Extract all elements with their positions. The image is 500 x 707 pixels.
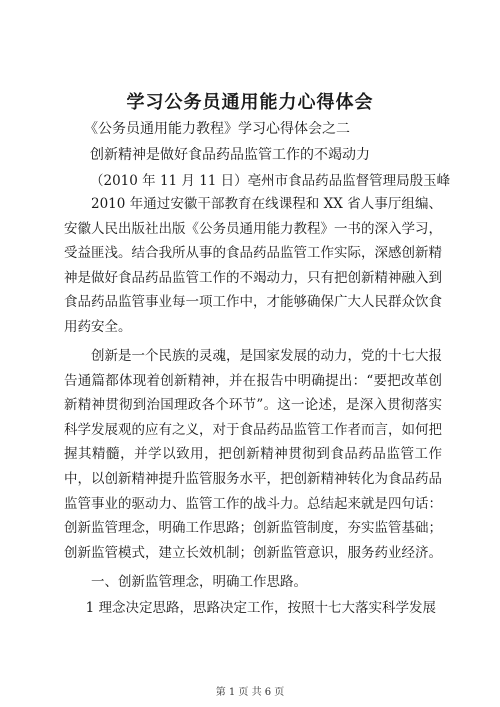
body-paragraph-2: 创新是一个民族的灵魂，是国家发展的动力，党的十七大报告通篇都体现着创新精神，并在报告中明确提出：“要把改革创新精神贯彻到治国理政各个环节”。这一论述，是深入贯彻落实科学发展观的应有之义，对于食品药品监管工作者而言，如何把握其精髓，并学以致用，把创新精神贯彻到食品药品监管工作中，以创新精神提升监管服务水平，把创新精神转化为食品药品监管事业的驱动力、监管工作的战斗力。总结起来就是四句话：创新监管理念，明确工作思路；创新监管制度，夯实监管基础；创新监管模式，建立长效机制；创新监管意识，服务药业经济。 — [64, 348, 442, 561]
page-number: 第 1 页 共 6 页 — [215, 687, 285, 698]
byline: （2010 年 11 月 11 日）亳州市食品药品监督管理局殷玉峰 — [90, 173, 451, 189]
section-heading: 一、创新监管理念，明确工作思路。 — [91, 574, 307, 590]
document-title: 学习公务员通用能力心得体会 — [126, 92, 374, 113]
subtitle-series: 《公务员通用能力教程》学习心得体会之二 — [84, 121, 350, 137]
body-paragraph-3: 1 理念决定思路，思路决定工作，按照十七大落实科学发展 — [85, 600, 436, 616]
subtitle-theme: 创新精神是做好食品药品监管工作的不竭动力 — [90, 147, 370, 163]
body-paragraph-1: 2010 年通过安徽干部教育在线课程和 XX 省人事厅组编、安徽人民出版社出版《公务员通用能力教程》一书的深入学习，受益匪浅。结合我所从事的食品药品监管工作实际，深感创新精神是做好食品药品监管工作的不竭动力，只有把创新精神融入到食品药品监管事业每一项工作中，才能够确保广大人民群众饮食用药安全。 — [64, 196, 442, 335]
